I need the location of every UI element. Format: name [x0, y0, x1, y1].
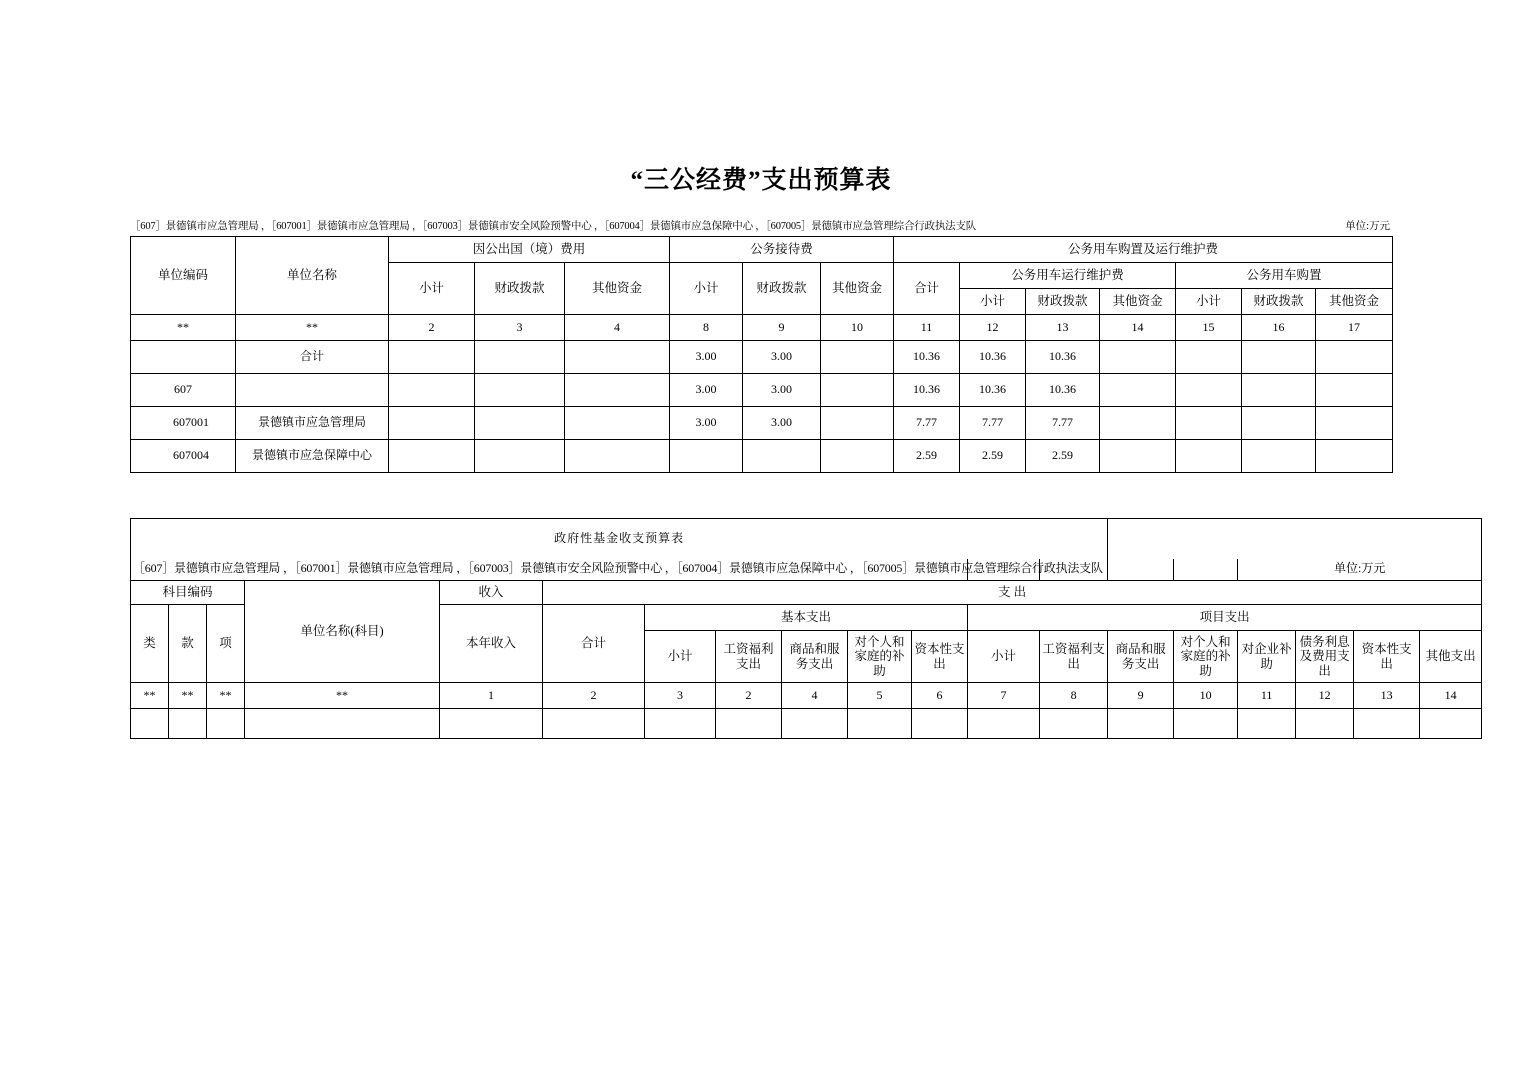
- th-buy-other: 其他资金: [1316, 289, 1393, 315]
- table-row: [131, 440, 1393, 473]
- cell-unit-code: 607: [131, 374, 236, 407]
- th-unit-name-subject: 单位名称(科目): [245, 581, 440, 683]
- cell-value: 2.59: [960, 440, 1026, 473]
- cell-value: [475, 440, 565, 473]
- cell-value: [821, 407, 894, 440]
- cell-value: [389, 440, 475, 473]
- th-abroad-fiscal: 财政拨款: [475, 263, 565, 315]
- idx-cell: 6: [912, 683, 968, 709]
- cell-value: [1420, 709, 1482, 739]
- th-vehicle-total: 合计: [894, 263, 960, 315]
- table1-unit-list: ［607］景德镇市应急管理局 ，［607001］景德镇市应急管理局 ，［607003］景德镇市安全风险预警中心 ，［607004］景德镇市应急保障中心 ，［607005］景德镇市应急管理综合行政执法支队: [130, 221, 977, 232]
- th-project-subtotal: 小计: [968, 631, 1040, 683]
- three-public-expense-table: [130, 236, 1393, 473]
- cell-unit-name: 合计: [236, 341, 389, 374]
- th-project-debt: 债务利息及费用支出: [1296, 631, 1354, 683]
- th-income-year: 本年收入: [440, 605, 543, 683]
- th-project-goods: 商品和服务支出: [1108, 631, 1174, 683]
- cell-value: 7.77: [894, 407, 960, 440]
- th-kuan: 款: [169, 605, 207, 683]
- idx-cell: 13: [1026, 315, 1100, 341]
- cell-value: 3.00: [670, 407, 743, 440]
- cell-value: 10.36: [1026, 341, 1100, 374]
- cell-value: [543, 709, 645, 739]
- cell-value: [440, 709, 543, 739]
- cell-value: [1242, 374, 1316, 407]
- cell-value: [968, 709, 1040, 739]
- idx-cell: 14: [1420, 683, 1482, 709]
- idx-cell: 2: [716, 683, 782, 709]
- idx-cell: 2: [389, 315, 475, 341]
- cell-value: [1174, 709, 1238, 739]
- idx-cell: 1: [440, 683, 543, 709]
- cell-value: [1176, 407, 1242, 440]
- cell-value: [475, 407, 565, 440]
- cell-value: 2.59: [1026, 440, 1100, 473]
- table1-subheader: [130, 218, 1392, 233]
- cell-value: 3.00: [743, 341, 821, 374]
- th-reception-fiscal: 财政拨款: [743, 263, 821, 315]
- table-row: [131, 709, 1482, 739]
- idx-cell: 11: [1238, 683, 1296, 709]
- table2-unit-list: ［607］景德镇市应急管理局 ，［607001］景德镇市应急管理局 ，［607003］景德镇市安全风险预警中心 ，［607004］景德镇市应急保障中心 ，［607005］景德镇市应急管理综合行政执法支队: [131, 559, 968, 581]
- table-row: [131, 407, 1393, 440]
- th-project-enterprise: 对企业补助: [1238, 631, 1296, 683]
- cell-lei: [131, 709, 169, 739]
- table-row: [131, 341, 1393, 374]
- cell-value: [1100, 440, 1176, 473]
- cell-value: [1040, 709, 1108, 739]
- th-basic-subtotal: 小计: [645, 631, 716, 683]
- cell-value: [1100, 341, 1176, 374]
- th-project-other: 其他支出: [1420, 631, 1482, 683]
- th-reception: 公务接待费: [670, 237, 894, 263]
- table1-unit-label: 单位:万元: [1345, 221, 1390, 232]
- government-fund-budget-block: [130, 518, 1476, 739]
- idx-cell: 3: [475, 315, 565, 341]
- page-title: “三公经费”支出预算表: [630, 167, 892, 194]
- cell-value: [1242, 440, 1316, 473]
- th-buy-fiscal: 财政拨款: [1242, 289, 1316, 315]
- cell-value: [389, 374, 475, 407]
- th-vehicle: 公务用车购置及运行维护费: [894, 237, 1393, 263]
- cell-unit-name: 景德镇市应急管理局: [236, 407, 389, 440]
- idx-cell: 9: [743, 315, 821, 341]
- cell-unit-code: 607004: [131, 440, 236, 473]
- cell-value: 10.36: [960, 341, 1026, 374]
- idx-cell: 10: [821, 315, 894, 341]
- cell-value: [645, 709, 716, 739]
- idx-cell: **: [207, 683, 245, 709]
- cell-value: [565, 341, 670, 374]
- th-basic-personal: 对个人和家庭的补助: [848, 631, 912, 683]
- cell-value: [821, 374, 894, 407]
- cell-value: [389, 341, 475, 374]
- idx-cell: 7: [968, 683, 1040, 709]
- cell-kuan: [169, 709, 207, 739]
- cell-value: [565, 440, 670, 473]
- cell-value: 7.77: [960, 407, 1026, 440]
- th-maint-other: 其他资金: [1100, 289, 1176, 315]
- th-abroad: 因公出国（境）费用: [389, 237, 670, 263]
- th-basic-capital: 资本性支出: [912, 631, 968, 683]
- idx-cell: **: [169, 683, 207, 709]
- table2-title: 政府性基金收支预算表: [131, 519, 1108, 559]
- cell-value: [1238, 709, 1296, 739]
- idx-cell: 13: [1354, 683, 1420, 709]
- th-project-expense: 项目支出: [968, 605, 1482, 631]
- th-subject-code: 科目编码: [131, 581, 245, 605]
- three-public-expense-block: [130, 160, 1392, 473]
- idx-cell: 2: [543, 683, 645, 709]
- cell-value: 10.36: [960, 374, 1026, 407]
- cell-unit-name: [236, 374, 389, 407]
- cell-unit-code: [131, 341, 236, 374]
- cell-value: [1316, 407, 1393, 440]
- idx-cell: 17: [1316, 315, 1393, 341]
- idx-cell: **: [131, 315, 236, 341]
- table2-sub-pad: [1108, 559, 1174, 581]
- idx-cell: 15: [1176, 315, 1242, 341]
- cell-value: [743, 440, 821, 473]
- cell-value: [565, 374, 670, 407]
- cell-value: 3.00: [670, 374, 743, 407]
- th-basic-goods: 商品和服务支出: [782, 631, 848, 683]
- idx-cell: 8: [1040, 683, 1108, 709]
- th-project-salary: 工资福利支出: [1040, 631, 1108, 683]
- table2-unit-label: 单位:万元: [1238, 559, 1482, 581]
- cell-value: 10.36: [894, 341, 960, 374]
- cell-value: [1176, 440, 1242, 473]
- cell-value: [1316, 374, 1393, 407]
- cell-value: [1242, 407, 1316, 440]
- cell-value: [821, 341, 894, 374]
- th-lei: 类: [131, 605, 169, 683]
- idx-cell: **: [236, 315, 389, 341]
- cell-value: [848, 709, 912, 739]
- th-buy-subtotal: 小计: [1176, 289, 1242, 315]
- cell-value: [1242, 341, 1316, 374]
- th-income: 收入: [440, 581, 543, 605]
- government-fund-budget-table: [130, 518, 1482, 739]
- cell-value: [1100, 407, 1176, 440]
- table2-sub-pad: [1174, 559, 1238, 581]
- table2-index-row: [131, 683, 1482, 709]
- table-row: [131, 374, 1393, 407]
- idx-cell: 3: [645, 683, 716, 709]
- th-vehicle-buy: 公务用车购置: [1176, 263, 1393, 289]
- cell-value: 3.00: [743, 374, 821, 407]
- cell-value: [1176, 374, 1242, 407]
- th-basic-salary: 工资福利支出: [716, 631, 782, 683]
- th-vehicle-maint: 公务用车运行维护费: [960, 263, 1176, 289]
- th-maint-subtotal: 小计: [960, 289, 1026, 315]
- th-project-personal: 对个人和家庭的补助: [1174, 631, 1238, 683]
- idx-cell: 4: [782, 683, 848, 709]
- idx-cell: 14: [1100, 315, 1176, 341]
- th-unit-name: 单位名称: [236, 237, 389, 315]
- th-project-capital: 资本性支出: [1354, 631, 1420, 683]
- cell-value: 7.77: [1026, 407, 1100, 440]
- cell-unit-name: 景德镇市应急保障中心: [236, 440, 389, 473]
- cell-value: 3.00: [670, 341, 743, 374]
- cell-value: [475, 374, 565, 407]
- th-abroad-other: 其他资金: [565, 263, 670, 315]
- cell-value: [1354, 709, 1420, 739]
- cell-value: [565, 407, 670, 440]
- idx-cell: 12: [960, 315, 1026, 341]
- cell-value: [1296, 709, 1354, 739]
- cell-value: 3.00: [743, 407, 821, 440]
- th-basic-expense: 基本支出: [645, 605, 968, 631]
- idx-cell: 16: [1242, 315, 1316, 341]
- cell-value: 10.36: [1026, 374, 1100, 407]
- th-expense: 支 出: [543, 581, 1482, 605]
- cell-value: [716, 709, 782, 739]
- cell-value: [475, 341, 565, 374]
- cell-value: [821, 440, 894, 473]
- th-reception-subtotal: 小计: [670, 263, 743, 315]
- cell-value: [670, 440, 743, 473]
- idx-cell: 5: [848, 683, 912, 709]
- cell-unit-code: 607001: [131, 407, 236, 440]
- idx-cell: **: [131, 683, 169, 709]
- cell-value: 2.59: [894, 440, 960, 473]
- th-reception-other: 其他资金: [821, 263, 894, 315]
- cell-unit-name: [245, 709, 440, 739]
- idx-cell: 9: [1108, 683, 1174, 709]
- idx-cell: 4: [565, 315, 670, 341]
- idx-cell: 12: [1296, 683, 1354, 709]
- idx-cell: **: [245, 683, 440, 709]
- idx-cell: 8: [670, 315, 743, 341]
- th-maint-fiscal: 财政拨款: [1026, 289, 1100, 315]
- idx-cell: 10: [1174, 683, 1238, 709]
- table1-index-row: [131, 315, 1393, 341]
- table2-title-pad: [1108, 519, 1482, 559]
- cell-value: [1316, 341, 1393, 374]
- cell-value: [912, 709, 968, 739]
- cell-value: [1176, 341, 1242, 374]
- th-expense-total: 合计: [543, 605, 645, 683]
- th-unit-code: 单位编码: [131, 237, 236, 315]
- th-abroad-subtotal: 小计: [389, 263, 475, 315]
- cell-value: [1316, 440, 1393, 473]
- cell-value: [389, 407, 475, 440]
- cell-value: 10.36: [894, 374, 960, 407]
- th-xiang: 项: [207, 605, 245, 683]
- cell-xiang: [207, 709, 245, 739]
- cell-value: [1108, 709, 1174, 739]
- cell-value: [782, 709, 848, 739]
- idx-cell: 11: [894, 315, 960, 341]
- cell-value: [1100, 374, 1176, 407]
